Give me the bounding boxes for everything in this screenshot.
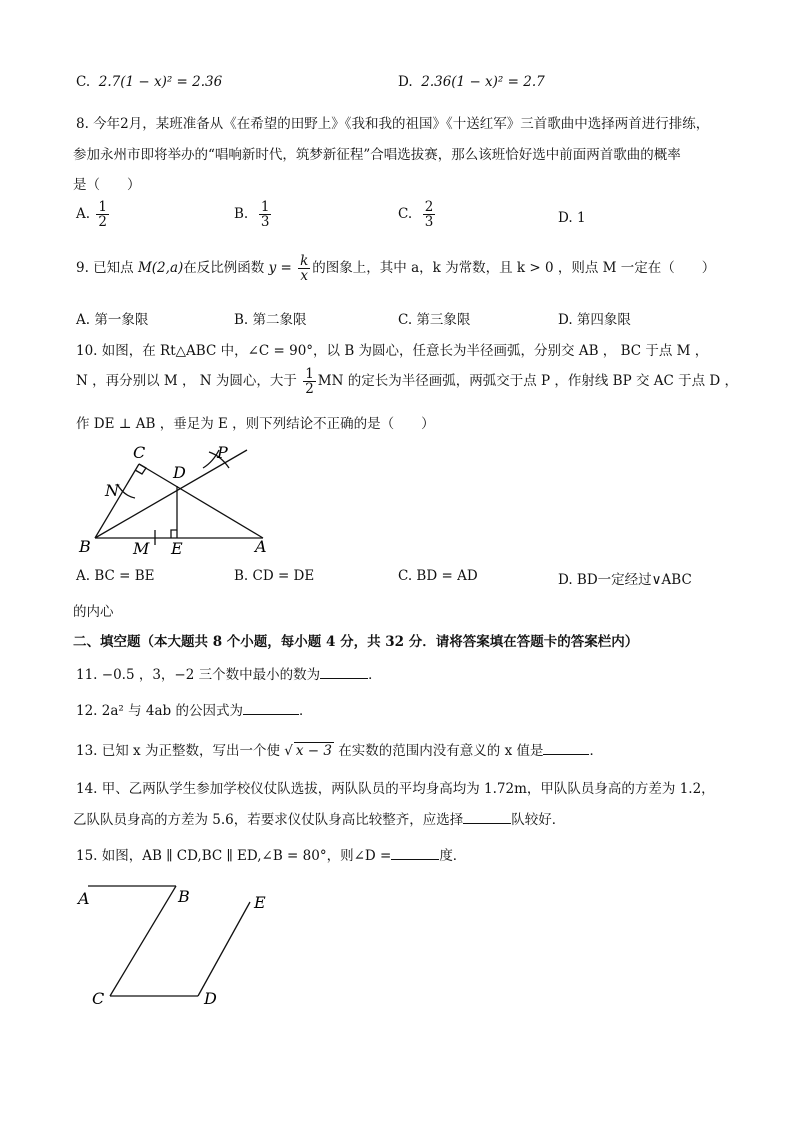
label-c: C (92, 989, 105, 1008)
q10-option-c: C. BD = AD (398, 568, 478, 584)
q9-option-c: C. 第三象限 (398, 312, 471, 328)
q11: 11. −0.5 ，3，−2 三个数中最小的数为 ． (76, 667, 382, 683)
q9-option-d: D. 第四象限 (558, 312, 631, 328)
answer-blank[interactable] (391, 847, 439, 860)
label-c: C (133, 443, 146, 462)
section-title: 二、填空题（本大题共 8 个小题，每小题 4 分，共 32 分．请将答案填在答题卡的答案栏内） (73, 634, 639, 650)
q15: 15. 如图，AB ∥ CD,BC ∥ ED,∠B = 80°，则∠D = 度． (76, 848, 467, 864)
q8-line1: 8. 今年2月，某班准备从《在希望的田野上》《我和我的祖国》《十送红军》三首歌曲中选择两首进行排练， (76, 116, 710, 132)
q7-option-d: D. 2.36(1 − x)² = 2.7 (398, 74, 545, 90)
q14-line2: 乙队队员身高的方差为 5.6，若要求仪仗队身高比较整齐，应选择 队较好． (73, 812, 566, 828)
q10-option-b: B. CD = DE (234, 568, 315, 584)
q8-option-b: B. $\frac{1}{3}$ (234, 199, 270, 231)
q8-option-a: A. $\frac{1}{2}$ (76, 199, 107, 231)
q9-option-a: A. 第一象限 (76, 312, 149, 328)
q10-line1: 10. 如图，在 Rt△ABC 中，∠C = 90°，以 B 为圆心，任意长为半径画弧，分别交 AB ， BC 于点 M ， (76, 343, 709, 359)
q8-line3: 是（ ） (73, 177, 141, 193)
label-a: A (255, 537, 267, 556)
label-d: D (204, 989, 217, 1008)
label-a: A (78, 889, 90, 908)
label-e: E (254, 893, 266, 912)
q8-option-c: C. $\frac{2}{3}$ (398, 199, 434, 231)
q8-line2: 参加永州市即将举办的“唱响新时代，筑梦新征程”合唱选拔赛，那么该班恰好选中前面两首歌曲的概率 (73, 147, 681, 163)
q10-figure (75, 438, 275, 560)
right-angle-e (171, 530, 177, 538)
q10-line2: N ，再分别以 M ， N 为圆心，大于 $\frac{1}{2}$ MN 的定长为半径画弧，两弧交于点 P ，作射线 BP 交 AC 于点 D ， (76, 366, 739, 398)
q10-option-d: D. BD一定经过∨ABC (558, 572, 692, 588)
label-m: M (133, 539, 150, 558)
segment-ca (139, 464, 263, 538)
label-b: B (79, 537, 91, 556)
segment-bc (110, 886, 176, 996)
q10-line3: 作 DE ⊥ AB ，垂足为 E ，则下列结论不正确的是（ ） (76, 416, 435, 432)
q9-option-b: B. 第二象限 (234, 312, 307, 328)
label-p: P (217, 443, 228, 462)
segment-bc (95, 464, 139, 538)
q10-option-a: A. BC = BE (76, 568, 155, 584)
label-e: E (171, 539, 183, 558)
q12: 12. 2a² 与 4ab 的公因式为 ． (76, 703, 313, 719)
label-d: D (173, 463, 186, 482)
answer-blank[interactable] (463, 811, 511, 824)
q10-option-d-cont: 的内心 (73, 604, 114, 620)
label-b: B (178, 887, 190, 906)
q8-option-d: D. 1 (558, 210, 586, 226)
q13: 13. 已知 x 为正整数，写出一个使 √ x − 3 在实数的范围内没有意义的 x 值是 ． (76, 743, 603, 759)
answer-blank[interactable] (243, 702, 299, 715)
q15-figure (70, 872, 280, 1012)
q7-option-c: C. 2.7(1 − x)² = 2.36 (76, 74, 223, 90)
answer-blank[interactable] (543, 742, 589, 755)
answer-blank[interactable] (320, 666, 368, 679)
segment-de (198, 902, 250, 996)
q14-line1: 14. 甲、乙两队学生参加学校仪仗队选拔，两队队员的平均身高均为 1.72m，甲队队员身高的方差为 1.2， (76, 781, 715, 797)
label-n: N (105, 481, 119, 500)
q9-stem: 9. 已知点 M(2,a)在反比例函数 y = $\frac{k}{x}$ 的图象上，其中 a，k 为常数，且 k > 0 ，则点 M 一定在（ ） (76, 253, 716, 285)
